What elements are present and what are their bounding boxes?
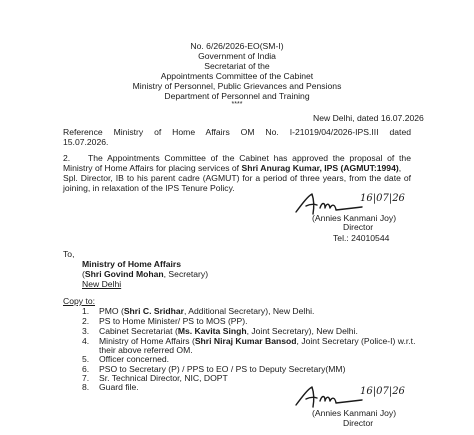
- copy-to-item-text: Ministry of Home Affairs (: [99, 336, 195, 346]
- copy-to-item: [82, 316, 248, 326]
- signature-date: 16|07|26: [360, 193, 405, 204]
- copy-to-item-number: 4.: [82, 336, 90, 346]
- copy-to-item-text: Guard file.: [99, 382, 139, 392]
- copy-to-item-text: their above referred OM.: [99, 345, 193, 355]
- copy-to-item-number: 3.: [82, 326, 90, 336]
- signature-date: 16|07|26: [360, 386, 405, 397]
- para-number: 2.: [63, 153, 71, 163]
- copy-to-item-text: PSO to Secretary (P) / PPS to EO / PS to Deputy Secretary(MM): [99, 364, 346, 374]
- signatory-telephone: Tel.: 24010544: [333, 233, 390, 243]
- copy-to-item: [82, 382, 139, 392]
- copy-to-item: [82, 306, 314, 316]
- copy-to-item-number: 6.: [82, 364, 90, 374]
- addressee-officer: (Shri Govind Mohan, Secretary): [82, 269, 209, 279]
- copy-to-item-number: 8.: [82, 382, 90, 392]
- reference-line-2: 15.07.2026.: [63, 137, 109, 147]
- copy-to-item-text: Cabinet Secretariat (: [99, 326, 178, 336]
- dateline: New Delhi, dated 16.07.2026: [313, 113, 424, 123]
- copy-to-item-number: 2.: [82, 316, 90, 326]
- copy-to-label: Copy to:: [63, 296, 96, 306]
- government-line: Government of India: [198, 51, 276, 61]
- copy-to-item-text: , Joint Secretary), New Delhi.: [246, 326, 358, 336]
- copy-to-item-text: PMO (: [99, 306, 124, 316]
- copy-to-item-text: , Joint Secretary (Police-I) w.r.t.: [296, 336, 416, 346]
- file-number: No. 6/26/2026-EO(SM-I): [190, 41, 284, 51]
- copy-to-item-officer: Shri C. Sridhar: [123, 306, 184, 316]
- para-line-4: joining, in relaxation of the IPS Tenure Policy.: [63, 183, 235, 193]
- addressee-city: New Delhi: [82, 279, 122, 289]
- officer-name: Shri Anurag Kumar, IPS (AGMUT:1994): [241, 163, 399, 173]
- copy-to-item-number: 7.: [82, 373, 90, 383]
- copy-to-item-text: , Additional Secretary), New Delhi.: [184, 306, 315, 316]
- copy-to-item-number: 1.: [82, 306, 90, 316]
- signatory-name: (Annies Kanmani Joy): [312, 408, 397, 418]
- signatory-designation: Director: [343, 418, 374, 428]
- header-stars: ****: [231, 101, 243, 108]
- to-label: To,: [63, 249, 75, 259]
- copy-to-item-text: Sr. Technical Director, NIC, DOPT: [99, 373, 228, 383]
- para-line-2: Ministry of Home Affairs for placing services of Shri Anurag Kumar, IPS (AGMUT:1994),: [63, 163, 402, 173]
- copy-to-item-officer: Shri Niraj Kumar Bansod: [194, 336, 297, 346]
- copy-to-item-text: Officer concerned.: [99, 354, 170, 364]
- para-line-1: The Appointments Committee of the Cabinet has approved the proposal of the: [88, 153, 411, 163]
- copy-to-item: [82, 326, 358, 336]
- addressee-ministry: Ministry of Home Affairs: [82, 259, 181, 269]
- ministry-line: Ministry of Personnel, Public Grievances and Pensions: [132, 81, 342, 91]
- secretariat-line: Secretariat of the: [204, 61, 270, 71]
- copy-to-item: [82, 354, 169, 364]
- para-line-3: Spl. Director, IB to his parent cadre (AGMUT) for a period of three years, from the date of: [63, 173, 411, 183]
- signatory-name: (Annies Kanmani Joy): [312, 213, 397, 223]
- copy-to-item-officer: Ms. Kavita Singh: [177, 326, 247, 336]
- department-line: Department of Personnel and Training: [164, 91, 310, 101]
- committee-line: Appointments Committee of the Cabinet: [160, 71, 314, 81]
- copy-to-item-text: PS to Home Minister/ PS to MOS (PP).: [99, 316, 248, 326]
- signatory-designation: Director: [343, 222, 374, 232]
- reference-line-1: Reference Ministry of Home Affairs OM No. I-21019/04/2026-IPS.III dated: [63, 127, 411, 137]
- copy-to-item-number: 5.: [82, 354, 90, 364]
